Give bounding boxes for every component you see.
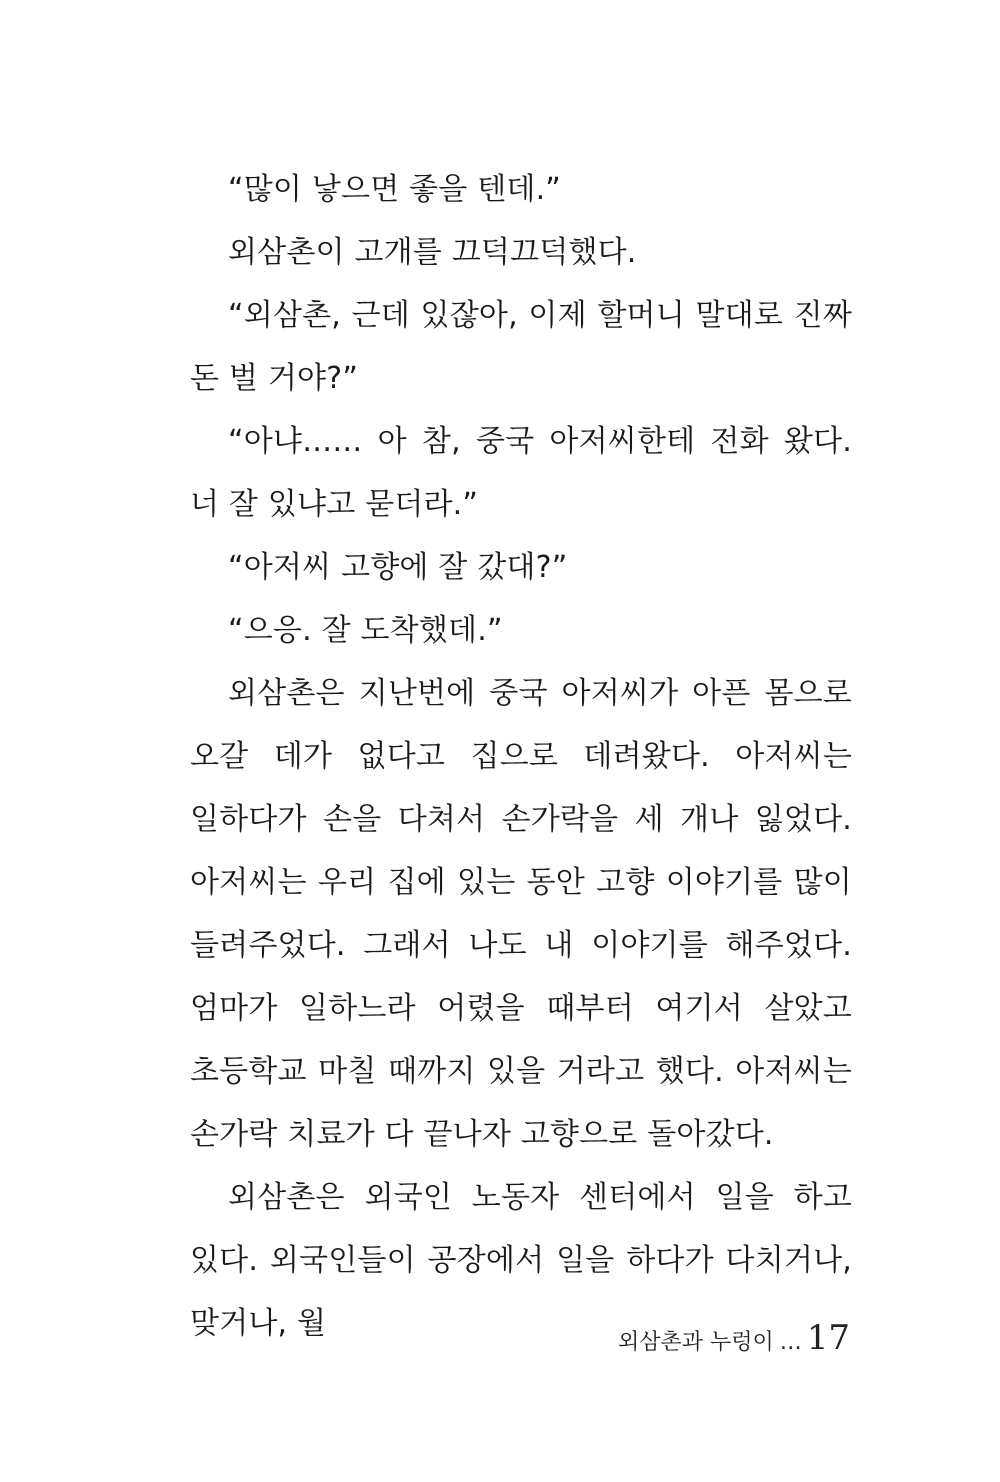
paragraph-2: 외삼촌이 고개를 끄덕끄덕했다. [228,235,637,270]
paragraph-4: “아냐…… 아 참, 중국 아저씨한테 전화 왔다. 너 잘 있냐고 묻더라.” [190,424,852,522]
footer-separator: … [779,1330,803,1355]
paragraph-5: “아저씨 고향에 잘 갔대?” [228,550,568,585]
paragraph-3: “외삼촌, 근데 있잖아, 이제 할머니 말대로 진짜 돈 벌 거야?” [190,298,852,396]
body-text [190,158,852,1355]
paragraph-8: 외삼촌은 외국인 노동자 센터에서 일을 하고 있다. 외국인들이 공장에서 일을 하다가 다치거나, 맞거나, 월 [190,1180,852,1341]
page-footer [618,1318,850,1358]
paragraph-6: “으응. 잘 도착했데.” [228,613,503,648]
page-number: 17 [806,1318,850,1358]
paragraph-1: “많이 낳으면 좋을 텐데.” [228,172,562,207]
running-title: 외삼촌과 누렁이 [617,1330,774,1355]
paragraph-7: 외삼촌은 지난번에 중국 아저씨가 아픈 몸으로 오갈 데가 없다고 집으로 데려왔다. 아저씨는 일하다가 손을 다쳐서 손가락을 세 개나 잃었다. 아저씨는 우리 집에 있는 동안 고향 이야기를 많이 들려주었다. 그래서 나도 내 이야기를 해주었다. 엄마가 일하느라 어렸을 때부터 여기서 살았고 초등학교 마칠 때까지 있을 거라고 했다. 아저씨는 손가락 치료가 다 끝나자 고향으로 돌아갔다. [190,676,852,1152]
